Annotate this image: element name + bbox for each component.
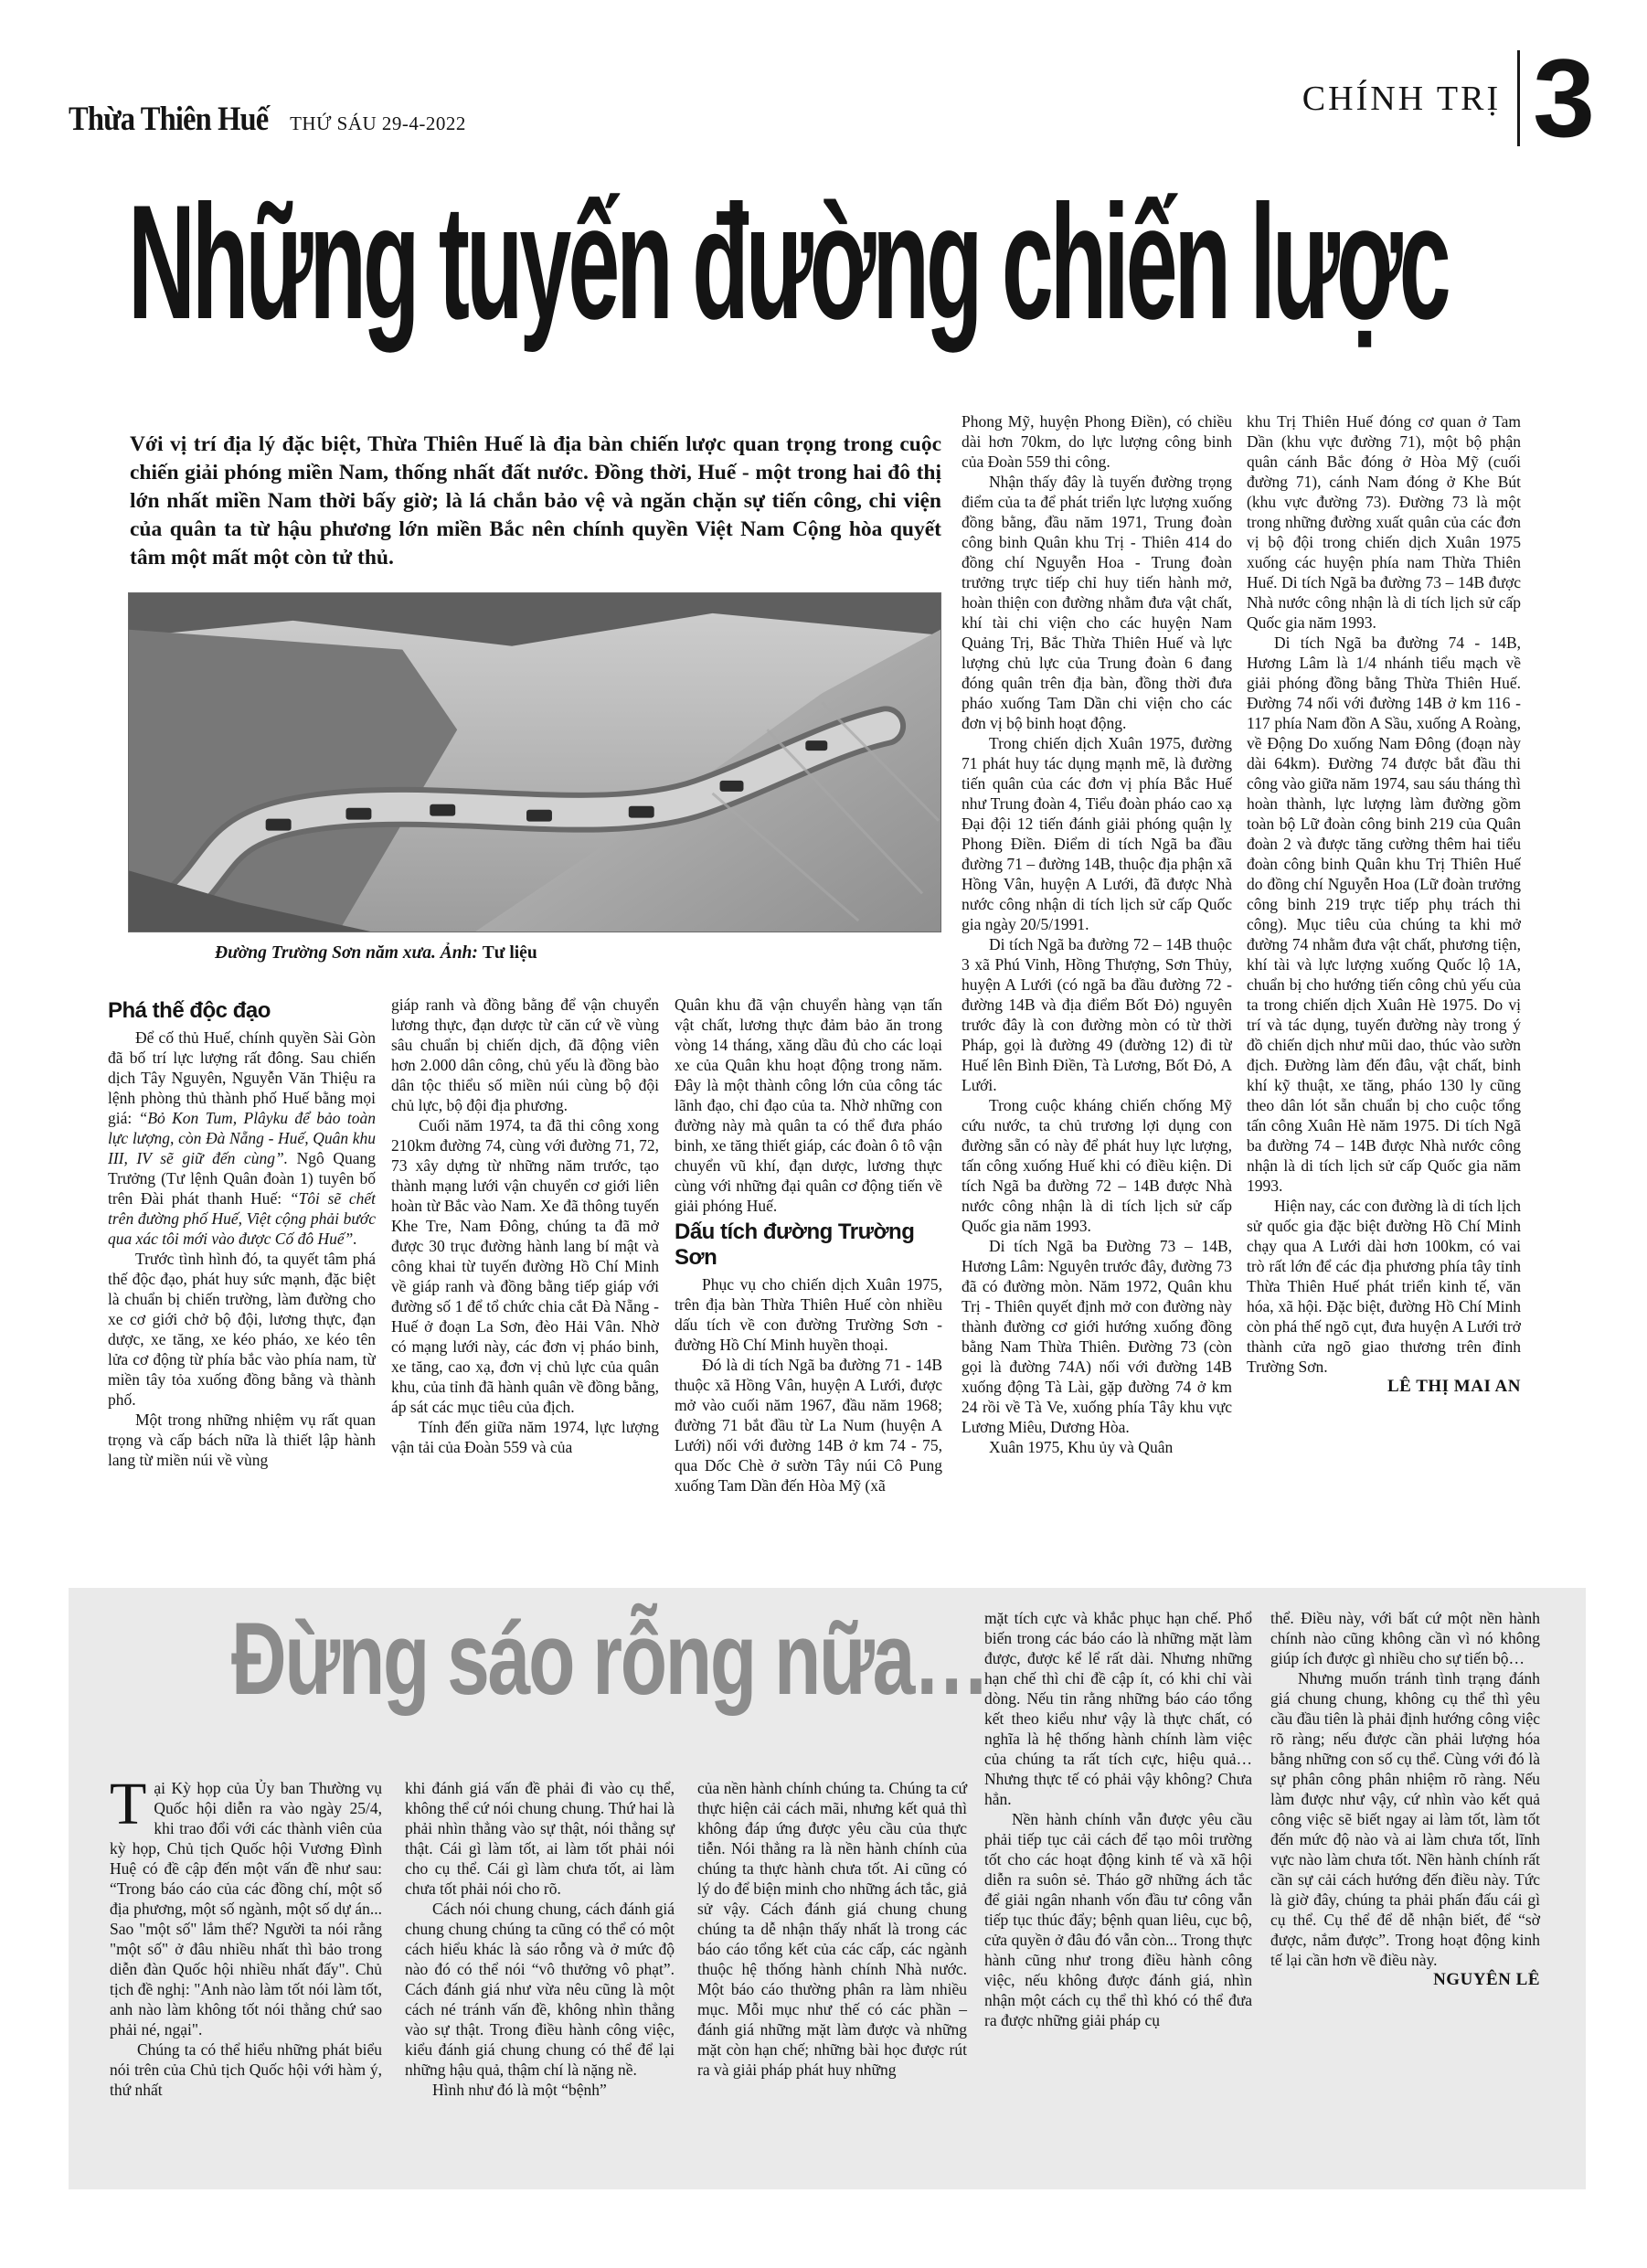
paragraph: Di tích Ngã ba đường 72 – 14B thuộc 3 xã Phú Vinh, Hồng Thượng, Sơn Thủy, huyện A Lưới (có ngã ba đầu đường 72 - đường 14B và địa điểm Bốt Đỏ) nguyên trước đây là con đường mòn có từ thời Pháp, gọi là đường 49 (đường 12) đi từ Huế lên Bình Điền, Tà Lương, Bốt Đỏ, A Lưới. xyxy=(962,935,1232,1094)
paragraph: Phong Mỹ, huyện Phong Điền), có chiều dài hơn 70km, do lực lượng công binh của Đoàn 559 thi công. xyxy=(962,412,1232,471)
issue-date: THỨ SÁU 29-4-2022 xyxy=(290,112,466,134)
paragraph: Chúng ta có thể hiểu những phát biểu nói trên của Chủ tịch Quốc hội với hàm ý, thứ nhất xyxy=(110,2040,382,2099)
opinion-author-byline: NGUYÊN LÊ xyxy=(1433,1970,1540,1989)
paragraph: thể. Điều này, với bất cứ một nền hành chính nào cũng không cần vì nó không giúp ích được gì nhiều cho sự tiến bộ… xyxy=(1270,1609,1540,1667)
paragraph: Di tích Ngã ba đường 74 - 14B, Hương Lâm là 1/4 nhánh tiểu mạch về giải phóng đồng bằng Thừa Thiên Huế. Đường 74 nối với đường 14B ở km 116 - 117 phía Nam đồn A Sầu, xuống A Roàng, về Động Do xuống Nam Đông (đoạn này dài 64km). Đường 74 được bắt đầu thi công vào giữa năm 1974, sau sáu tháng thì hoàn thành, lực lượng làm đường gồm toàn bộ Lữ đoàn công binh 219 của Quân đoàn 2 và được tăng cường thêm hai tiểu đoàn công binh Quân khu Trị Thiên Huế do đồng chí Nguyễn Hoa (Lữ đoàn trưởng công binh 219 trực tiếp phụ trách thi công). Mục tiêu của chúng ta khi mở đường 74 nhằm đưa vật chất, phương tiện, khí tài và lực lượng xuống Quốc lộ 1A, chuẩn bị cho hướng tiến công chủ yếu của ta trong chiến dịch Xuân Hè 1975. Do vị trí và tác dụng, tuyến đường này trong ý đồ chiến dịch như mũi dao, thúc vào sườn địch. Đường làm đến đâu, vật chất, binh khí kỹ thuật, xe tăng, pháo 130 ly cũng theo dân lót sẵn chuẩn bị cho cuộc tổng tấn công Xuân Hè năm 1975. Di tích Ngã ba đường 74 – 14B được Nhà nước công nhận là di tích lịch sử cấp Quốc gia năm 1993. xyxy=(1247,634,1521,1195)
page-number: 3 xyxy=(1533,35,1595,160)
masthead-divider xyxy=(1517,50,1520,146)
paragraph: Trước tình hình đó, ta quyết tâm phá thế độc đạo, phát huy sức mạnh, đặc biệt là chuẩn bị chiến trường, làm đường cho xe cơ giới chở bộ đội, lương thực, đạn dược, xe tăng, xe kéo pháo, xe kéo tên lửa cơ động từ phía bắc vào phía nam, từ miền tây tỏa xuống đồng bằng và thành phố. xyxy=(108,1250,376,1409)
photo-caption-credit: Tư liệu xyxy=(482,943,537,963)
paragraph: Nền hành chính vẫn được yêu cầu phải tiếp tục cải cách để tạo môi trường tốt cho các hoạt động kinh tế và xã hội diễn ra suôn sẻ. Tháo gỡ những ách tắc để giải ngân nhanh vốn đầu tư công vẫn tiếp tục thúc đẩy; bệnh quan liêu, cục bộ, cửa quyền ở đâu đó vẫn còn... Trong thực hành cũng như trong điều hành công việc, nếu không được đánh giá, nhìn nhận một cách cụ thể thì khó có thể đưa ra được những giải pháp cụ xyxy=(984,1810,1252,2029)
subhead-pha-the-doc-dao: Phá thế độc đạo xyxy=(108,998,271,1023)
paragraph: Di tích Ngã ba Đường 73 – 14B, Hương Lâm: Nguyên trước đây, đường 73 đã có đường mòn. Năm 1972, Quân khu Trị - Thiên quyết định mở con đường này thành đường cơ giới hướng xuống đồng bằng Nam Thừa Thiên. Đường 73 (còn gọi là đường 74A) nối với đường 14B xuống động Tà Lài, gặp đường 74 ở km 24 rồi về Tà Ve, xuống phía Tây khu vực Lương Miêu, Dương Hòa. xyxy=(962,1237,1232,1436)
paragraph: Phục vụ cho chiến dịch Xuân 1975, trên địa bàn Thừa Thiên Huế còn nhiều dấu tích về con đường Trường Sơn - đường Hồ Chí Minh huyền thoại. xyxy=(675,1275,942,1354)
article-column-5 xyxy=(1247,411,1521,1585)
opinion-headline: Đừng sáo rỗng nữa… xyxy=(230,1602,988,1716)
drop-cap: T xyxy=(110,1771,147,1837)
section-label: CHÍNH TRỊ xyxy=(1302,79,1502,118)
main-headline: Những tuyến đường chiến lược xyxy=(128,171,1448,353)
opinion-column-5 xyxy=(1270,1608,1540,1990)
paragraph: Một trong những nhiệm vụ rất quan trọng và cấp bách nữa là thiết lập hành lang từ miền núi về vùng xyxy=(108,1411,376,1469)
paragraph xyxy=(108,1028,376,1249)
article-photo xyxy=(128,592,941,932)
opinion-column-3 xyxy=(697,1778,967,2080)
paragraph: Cuối năm 1974, ta đã thi công xong 210km đường 74, cùng với đường 71, 72, 73 xây dựng từ những năm trước, tạo thành mạng lưới vận chuyển cơ giới liên hoàn từ Bắc vào Nam. Xe đã thông tuyến Khe Tre, Nam Đông, chúng ta đã mở được 30 trục đường hành lang bí mật và công khai từ tuyến đường Hồ Chí Minh về giáp ranh và đồng bằng tiếp giáp với đường số 1 để tổ chức chia cắt Đà Nẵng - Huế ở đoạn La Sơn, đèo Hải Vân. Nhờ có mạng lưới này, các đơn vị pháo binh, xe tăng, cao xạ, đơn vị chủ lực của quân khu, của tỉnh đã hành quân về đồng bằng, áp sát các mục tiêu của địch. xyxy=(391,1116,659,1416)
masthead xyxy=(69,35,1595,160)
paragraph: Cách nói chung chung, cách đánh giá chung chung chúng ta cũng có thể có một cách hiểu khác là sáo rỗng và ở mức độ nào đó có thể nói “vô thưởng vô phạt”. Cách đánh giá như vừa nêu cũng là một cách né tránh vấn đề, không nhìn thẳng vào sự thật. Trong điều hành công việc, kiểu đánh giá chung chung có thể để lại những hậu quả, thậm chí là nặng nề. xyxy=(405,1900,675,2079)
photo-illustration xyxy=(129,593,940,932)
paragraph xyxy=(110,1771,382,2039)
paragraph: Xuân 1975, Khu ủy và Quân xyxy=(989,1438,1174,1456)
paragraph: khu Trị Thiên Huế đóng cơ quan ở Tam Dần (khu vực đường 71), một bộ phận quân cánh Bắc đóng ở Hòa Mỹ (cuối đường 71), cánh Nam đóng ở Khe Bút (khu vực đường 73). Đường 73 là một trong những đường xuất quân của các đơn vị bộ đội trong chiến dịch Xuân 1975 xuống các huyện phía nam Thừa Thiên Huế. Di tích Ngã ba đường 73 – 14B được Nhà nước công nhận là di tích lịch sử cấp Quốc gia năm 1993. xyxy=(1247,412,1521,632)
paragraph-text: Để cố thủ Huế, chính quyền Sài Gòn đã bố trí lực lượng rất đông. Sau chiến dịch Tây Nguyên, Nguyễn Văn Thiệu ra lệnh phòng thủ thành phố Huế bằng mọi giá: xyxy=(108,1028,376,1127)
paragraph: Đó là di tích Ngã ba đường 71 - 14B thuộc xã Hồng Vân, huyện A Lưới, được mở vào cuối năm 1967, đầu năm 1968; đường 71 bắt đầu từ La Num (huyện A Lưới) nối với đường 14B ở km 74 - 75, qua Dốc Chè ở sườn Tây núi Cô Pung xuống Tam Dần đến Hòa Mỹ (xã xyxy=(675,1356,942,1495)
article-column-3 xyxy=(675,995,942,1567)
article-column-1 xyxy=(108,995,376,1567)
opinion-column-4 xyxy=(984,1608,1252,2030)
paragraph: của nền hành chính chúng ta. Chúng ta cứ thực hiện cải cách mãi, nhưng kết quả thì không đáp ứng được yêu cầu của thực tiễn. Nói thẳng ra là nền hành chính của chúng ta thực hành chưa tốt. Ai cũng có lý do để biện minh cho những ách tắc, giả sử vậy. Cách đánh giá chung chung chúng ta dễ nhận thấy nhất là trong các báo cáo tổng kết của các cấp, các ngành thuộc hệ thống hành chính Nhà nước. Một báo cáo thường phân ra làm nhiều mục. Mỗi mục như thế có các phần – đánh giá những mặt làm được và những mặt còn hạn chế; những bài học được rút ra và giải pháp phát huy những xyxy=(697,1779,967,2079)
article-lede: Với vị trí địa lý đặc biệt, Thừa Thiên Huế là địa bàn chiến lược quan trọng trong cuộc chiến giải phóng miền Nam, thống nhất đất nước. Đồng thời, Huế - một trong hai đô thị lớn nhất miền Nam thời bấy giờ; là lá chắn bảo vệ và ngăn chặn sự tiến công, chi viện của quân ta từ hậu phương lớn miền Bắc nên chính quyền Việt Nam Cộng hòa quyết tâm một mất một còn tử thủ. xyxy=(130,431,941,570)
paper-nameplate: Thừa Thiên Huế xyxy=(69,101,269,138)
article-column-4 xyxy=(962,411,1232,1585)
paragraph: Hiện nay, các con đường là di tích lịch sử quốc gia đặc biệt đường Hồ Chí Minh chạy qua A Lưới dài hơn 100km, có vai trò rất lớn để các địa phương phía tây tỉnh Thừa Thiên Huế phát triển kinh tế, văn hóa, xã hội. Đặc biệt, đường Hồ Chí Minh còn phá thế ngõ cụt, đưa huyện A Lưới trở thành cửa ngõ giao thương trên đỉnh Trường Sơn. xyxy=(1247,1197,1521,1376)
section-group xyxy=(1302,35,1595,160)
brand-group xyxy=(69,100,466,139)
paragraph: Nhưng muốn tránh tình trạng đánh giá chung chung, không cụ thể thì yêu cầu đầu tiên là phải định hướng công việc rõ ràng; nếu được cần phải lượng hóa bằng những con số cụ thể. Cùng với đó là sự phân công phân nhiệm rõ ràng. Nếu làm được như vậy, cứ nhìn vào kết quả công việc sẽ biết ngay ai làm tốt, làm tốt đến mức độ nào và ai làm chưa tốt, lĩnh vực nào làm chưa tốt. Nền hành chính rất cần sự cải cách hướng đến điều này. Tức là giờ đây, chúng ta phải phấn đấu cái gì cụ thể. Cụ thể để dễ nhận biết, để “sờ được, nắm được”. Trong hoạt động kinh tế lại cần hơn về điều này. xyxy=(1270,1669,1540,1969)
paragraph: Trong cuộc kháng chiến chống Mỹ cứu nước, ta chủ trương lợi dụng con đường sẵn có này để phát huy lực lượng, tấn công xuống Huế khi có điều kiện. Di tích Ngã ba đường 72 – 14B được Nhà nước công nhận là di tích lịch sử cấp Quốc gia năm 1993. xyxy=(962,1096,1232,1235)
photo-caption-text: Đường Trường Sơn năm xưa. Ảnh: xyxy=(215,943,478,963)
paragraph: Tính đến giữa năm 1974, lực lượng vận tải của Đoàn 559 và của xyxy=(391,1418,659,1456)
paragraph: Trong chiến dịch Xuân 1975, đường 71 phát huy tác dụng mạnh mẽ, là đường tiến quân của các đơn vị phía Bắc Huế như Trung đoàn 4, Tiểu đoàn pháo cao xạ Đại đội 12 tiến đánh giải phóng quận lỵ Phong Điền. Điểm di tích Ngã ba đầu đường 71 – đường 14B, thuộc địa phận xã Hồng Vân, huyện A Lưới, đã được Nhà nước công nhận di tích lịch sử cấp Quốc gia ngày 20/5/1991. xyxy=(962,734,1232,933)
photo-caption xyxy=(128,943,941,964)
subhead-dau-tich: Dấu tích đường Trường Sơn xyxy=(675,1219,915,1270)
paragraph: giáp ranh và đồng bằng để vận chuyển lương thực, đạn dược từ căn cứ về vùng sâu chuẩn bị chiến dịch, đã động viên hơn 2.000 dân công, chủ yếu là đồng bào dân tộc thiểu số miền núi cùng bộ đội chủ lực, bộ đội địa phương. xyxy=(391,996,659,1114)
opinion-column-1 xyxy=(110,1771,382,2100)
quote-italic: “Tôi sẽ chết trên đường phố Huế, Việt cộng phải bước qua xác tôi mới vào được Cố đô Huế”. xyxy=(108,1189,376,1248)
author-byline: LÊ THỊ MAI AN xyxy=(1387,1377,1521,1396)
paragraph-text: Ngô Quang Trưởng (Tư lệnh Quân đoàn 1) tuyên bố trên Đài phát thanh Huế: xyxy=(108,1149,376,1208)
main-headline-wrap xyxy=(128,165,1563,398)
opinion-headline-wrap xyxy=(105,1603,1010,1715)
opinion-section xyxy=(69,1588,1586,2189)
opinion-column-2 xyxy=(405,1778,675,2100)
paragraph: Nhận thấy đây là tuyến đường trọng điểm của ta để phát triển lực lượng xuống đồng bằng, đầu năm 1971, Trung đoàn công binh Quân khu Trị - Thiên 414 do đồng chí Nguyễn Hoa - Trung đoàn trưởng trực tiếp chỉ huy tiến hành mở, hoàn thiện con đường nhằm đưa vật chất, khí tài chi viện cho các huyện Nam Quảng Trị, Bắc Thừa Thiên Huế và lực lượng chủ lực của Trung đoàn 6 đang đóng quân trên địa bàn, đồng thời đưa pháo xuống Tam Dần chi viện cho các đơn vị bộ binh hoạt động. xyxy=(962,473,1232,732)
article-column-2 xyxy=(391,995,659,1567)
paragraph-text: ại Kỳ họp của Ủy ban Thường vụ Quốc hội diễn ra vào ngày 25/4, khi trao đổi với các thành viên của kỳ họp, Chủ tịch Quốc hội Vương Đình Huệ có đề cập đến một vấn đề như sau: “Trong báo cáo của các đồng chí, một số địa phương, một số ngành, một số dự án... Sao "một số" lắm thế? Người ta nói rằng "một số" ở đâu nhiều nhất thì bảo trong diễn đàn Quốc hội nhiều nhất đấy". Chủ tịch đề nghị: "Anh nào làm tốt nói làm tốt, anh nào làm không tốt nói thẳng chứ sao phải né, ngại". xyxy=(110,1779,382,2039)
paragraph: Quân khu đã vận chuyển hàng vạn tấn vật chất, lương thực đảm bảo ăn trong vòng 14 tháng, xăng dầu đủ cho các loại xe của Quân khu hoạt động trong năm. Đây là một thành công lớn của công tác lãnh đạo, chỉ đạo của ta. Nhờ những con đường này mà quân ta có thể đưa pháo binh, xe tăng thiết giáp, các đoàn ô tô vận chuyển vũ khí, đạn dược, lương thực cùng với những đại quân cơ động tiến về giải phóng Huế. xyxy=(675,996,942,1215)
quote-italic: “Bỏ Kon Tum, Plâyku để bảo toàn lực lượng, còn Đà Nẵng - Huế, Quân khu III, IV sẽ giữ đến cùng”. xyxy=(108,1109,376,1167)
paragraph: khi đánh giá vấn đề phải đi vào cụ thể, không thể cứ nói chung chung. Thứ hai là phải nhìn thẳng vào sự thật, nói thẳng sự thật. Cái gì làm tốt, ai làm tốt phải nói cho cụ thể. Cái gì làm chưa tốt, ai làm chưa tốt phải nói cho rõ. xyxy=(405,1779,675,1898)
paragraph: mặt tích cực và khắc phục hạn chế. Phổ biến trong các báo cáo là những mặt làm được, được kể lể rất dài. Nhưng những hạn chế thì chỉ đề cập ít, có khi chỉ vài dòng. Nếu tin rằng những báo cáo tổng kết theo kiểu như vậy là thực chất, có nghĩa là hệ thống hành chính làm việc của chúng ta rất tích cực, hiệu quả… Nhưng thực tế có phải vậy không? Chưa hẳn. xyxy=(984,1609,1252,1808)
paragraph: Hình như đó là một “bệnh” xyxy=(432,2081,607,2099)
